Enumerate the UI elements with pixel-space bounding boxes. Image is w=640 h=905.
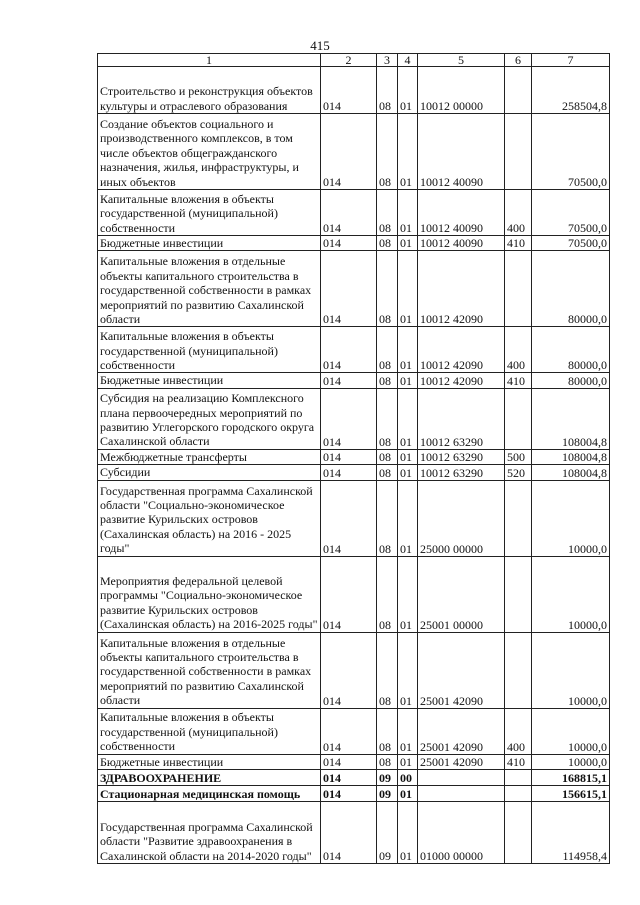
section-code-cell: 08	[377, 190, 398, 236]
ministry-code-cell: 014	[321, 373, 377, 388]
subsection-code-cell: 01	[398, 786, 418, 802]
amount-cell: 10000,0	[532, 708, 610, 754]
table-header-row	[98, 54, 610, 67]
table-row	[98, 388, 610, 449]
table-row	[98, 251, 610, 327]
expense-type-cell: 520	[505, 465, 532, 480]
subsection-code-cell: 01	[398, 67, 418, 114]
expense-type-cell	[505, 770, 532, 786]
subsection-code-cell: 01	[398, 373, 418, 388]
row-name-cell: Бюджетные инвестиции	[98, 373, 321, 388]
header-cell: 7	[532, 54, 610, 67]
ministry-code-cell: 014	[321, 632, 377, 708]
ministry-code-cell: 014	[321, 754, 377, 769]
ministry-code-cell: 014	[321, 556, 377, 632]
expense-type-cell	[505, 786, 532, 802]
amount-cell: 108004,8	[532, 449, 610, 464]
target-article-cell: 10012 63290	[418, 449, 505, 464]
section-code-cell: 08	[377, 556, 398, 632]
amount-cell: 156615,1	[532, 786, 610, 802]
amount-cell: 10000,0	[532, 556, 610, 632]
row-name-cell: Межбюджетные трансферты	[98, 449, 321, 464]
amount-cell: 10000,0	[532, 632, 610, 708]
target-article-cell: 25001 00000	[418, 556, 505, 632]
section-code-cell: 08	[377, 388, 398, 449]
expense-type-cell	[505, 114, 532, 190]
ministry-code-cell: 014	[321, 190, 377, 236]
row-name-cell: Капитальные вложения в объекты государственной (муниципальной) собственности	[98, 190, 321, 236]
section-code-cell: 09	[377, 770, 398, 786]
ministry-code-cell: 014	[321, 770, 377, 786]
subsection-code-cell: 01	[398, 556, 418, 632]
row-name-cell: Капитальные вложения в отдельные объекты капитального строительства в государственной собственности в рамках мероприятий по развитию Сахалинской области	[98, 251, 321, 327]
table-row	[98, 327, 610, 373]
section-code-cell: 08	[377, 708, 398, 754]
table-row	[98, 67, 610, 114]
target-article-cell: 25001 42090	[418, 632, 505, 708]
subsection-code-cell: 01	[398, 632, 418, 708]
section-code-cell: 08	[377, 236, 398, 251]
subsection-code-cell: 00	[398, 770, 418, 786]
subsection-code-cell: 01	[398, 388, 418, 449]
table-row	[98, 708, 610, 754]
ministry-code-cell: 014	[321, 708, 377, 754]
ministry-code-cell: 014	[321, 327, 377, 373]
subsection-code-cell: 01	[398, 480, 418, 556]
target-article-cell: 25001 42090	[418, 708, 505, 754]
target-article-cell: 01000 00000	[418, 802, 505, 864]
expense-type-cell	[505, 251, 532, 327]
table-row	[98, 465, 610, 480]
page-number: 415	[310, 38, 330, 53]
target-article-cell: 10012 00000	[418, 67, 505, 114]
row-name-cell: Государственная программа Сахалинской области "Социально-экономическое развитие Курильских островов (Сахалинская область) на 2016 - 2025 годы"	[98, 480, 321, 556]
row-name-cell: Субсидии	[98, 465, 321, 480]
expense-type-cell: 410	[505, 236, 532, 251]
target-article-cell: 10012 63290	[418, 388, 505, 449]
row-name-cell: Государственная программа Сахалинской области "Развитие здравоохранения в Сахалинской области на 2014-2020 годы"	[98, 802, 321, 864]
table-row	[98, 632, 610, 708]
table-row	[98, 556, 610, 632]
target-article-cell	[418, 786, 505, 802]
row-name-cell: Стационарная медицинская помощь	[98, 786, 321, 802]
row-name-cell: Капитальные вложения в объекты государственной (муниципальной) собственности	[98, 708, 321, 754]
section-code-cell: 08	[377, 465, 398, 480]
ministry-code-cell: 014	[321, 802, 377, 864]
ministry-code-cell: 014	[321, 786, 377, 802]
row-name-cell: Создание объектов социального и производственного комплексов, в том числе объектов общегражданского назначения, жилья, инфраструктуры, и иных объектов	[98, 114, 321, 190]
section-code-cell: 08	[377, 251, 398, 327]
amount-cell: 168815,1	[532, 770, 610, 786]
section-code-cell: 08	[377, 449, 398, 464]
subsection-code-cell: 01	[398, 114, 418, 190]
amount-cell: 80000,0	[532, 251, 610, 327]
expense-type-cell	[505, 632, 532, 708]
header-cell: 1	[98, 54, 321, 67]
expense-type-cell: 400	[505, 327, 532, 373]
row-name-cell: Бюджетные инвестиции	[98, 754, 321, 769]
header-cell: 5	[418, 54, 505, 67]
ministry-code-cell: 014	[321, 114, 377, 190]
target-article-cell: 10012 40090	[418, 190, 505, 236]
subsection-code-cell: 01	[398, 327, 418, 373]
section-code-cell: 08	[377, 327, 398, 373]
row-name-cell: Бюджетные инвестиции	[98, 236, 321, 251]
subsection-code-cell: 01	[398, 190, 418, 236]
table-row	[98, 786, 610, 802]
section-code-cell: 08	[377, 754, 398, 769]
table-row	[98, 770, 610, 786]
table-row	[98, 373, 610, 388]
ministry-code-cell: 014	[321, 236, 377, 251]
budget-table	[97, 53, 610, 864]
table-row	[98, 114, 610, 190]
section-code-cell: 09	[377, 786, 398, 802]
target-article-cell: 10012 42090	[418, 251, 505, 327]
subsection-code-cell: 01	[398, 802, 418, 864]
target-article-cell: 10012 63290	[418, 465, 505, 480]
section-code-cell: 08	[377, 373, 398, 388]
section-code-cell: 08	[377, 480, 398, 556]
subsection-code-cell: 01	[398, 251, 418, 327]
amount-cell: 10000,0	[532, 480, 610, 556]
subsection-code-cell: 01	[398, 754, 418, 769]
row-name-cell: Капитальные вложения в отдельные объекты капитального строительства в государственной собственности в рамках мероприятий по развитию Сахалинской области	[98, 632, 321, 708]
amount-cell: 10000,0	[532, 754, 610, 769]
ministry-code-cell: 014	[321, 480, 377, 556]
table-row	[98, 449, 610, 464]
target-article-cell: 10012 42090	[418, 327, 505, 373]
section-code-cell: 08	[377, 67, 398, 114]
section-code-cell: 09	[377, 802, 398, 864]
section-code-cell: 08	[377, 632, 398, 708]
amount-cell: 70500,0	[532, 190, 610, 236]
row-name-cell: Субсидия на реализацию Комплексного плана первоочередных мероприятий по развитию Углегорского городского округа Сахалинской области	[98, 388, 321, 449]
expense-type-cell: 410	[505, 373, 532, 388]
amount-cell: 80000,0	[532, 373, 610, 388]
expense-type-cell	[505, 67, 532, 114]
expense-type-cell	[505, 556, 532, 632]
header-cell: 4	[398, 54, 418, 67]
expense-type-cell: 400	[505, 190, 532, 236]
amount-cell: 258504,8	[532, 67, 610, 114]
table-row	[98, 754, 610, 769]
expense-type-cell	[505, 480, 532, 556]
target-article-cell: 25000 00000	[418, 480, 505, 556]
table-row	[98, 480, 610, 556]
subsection-code-cell: 01	[398, 236, 418, 251]
row-name-cell: Капитальные вложения в объекты государственной (муниципальной) собственности	[98, 327, 321, 373]
amount-cell: 114958,4	[532, 802, 610, 864]
amount-cell: 108004,8	[532, 465, 610, 480]
header-cell: 3	[377, 54, 398, 67]
target-article-cell: 10012 42090	[418, 373, 505, 388]
subsection-code-cell: 01	[398, 449, 418, 464]
ministry-code-cell: 014	[321, 67, 377, 114]
subsection-code-cell: 01	[398, 708, 418, 754]
expense-type-cell	[505, 388, 532, 449]
row-name-cell: Мероприятия федеральной целевой программы "Социально-экономическое развитие Курильских островов (Сахалинская область) на 2016-2025 годы"	[98, 556, 321, 632]
target-article-cell	[418, 770, 505, 786]
row-name-cell: ЗДРАВООХРАНЕНИЕ	[98, 770, 321, 786]
amount-cell: 70500,0	[532, 236, 610, 251]
subsection-code-cell: 01	[398, 465, 418, 480]
ministry-code-cell: 014	[321, 449, 377, 464]
ministry-code-cell: 014	[321, 251, 377, 327]
header-cell: 6	[505, 54, 532, 67]
table-row	[98, 802, 610, 864]
amount-cell: 108004,8	[532, 388, 610, 449]
expense-type-cell: 500	[505, 449, 532, 464]
table-row	[98, 236, 610, 251]
header-cell: 2	[321, 54, 377, 67]
section-code-cell: 08	[377, 114, 398, 190]
expense-type-cell: 410	[505, 754, 532, 769]
target-article-cell: 25001 42090	[418, 754, 505, 769]
table-row	[98, 190, 610, 236]
ministry-code-cell: 014	[321, 465, 377, 480]
target-article-cell: 10012 40090	[418, 114, 505, 190]
amount-cell: 70500,0	[532, 114, 610, 190]
amount-cell: 80000,0	[532, 327, 610, 373]
expense-type-cell	[505, 802, 532, 864]
ministry-code-cell: 014	[321, 388, 377, 449]
expense-type-cell: 400	[505, 708, 532, 754]
target-article-cell: 10012 40090	[418, 236, 505, 251]
row-name-cell: Строительство и реконструкция объектов культуры и отраслевого образования	[98, 67, 321, 114]
